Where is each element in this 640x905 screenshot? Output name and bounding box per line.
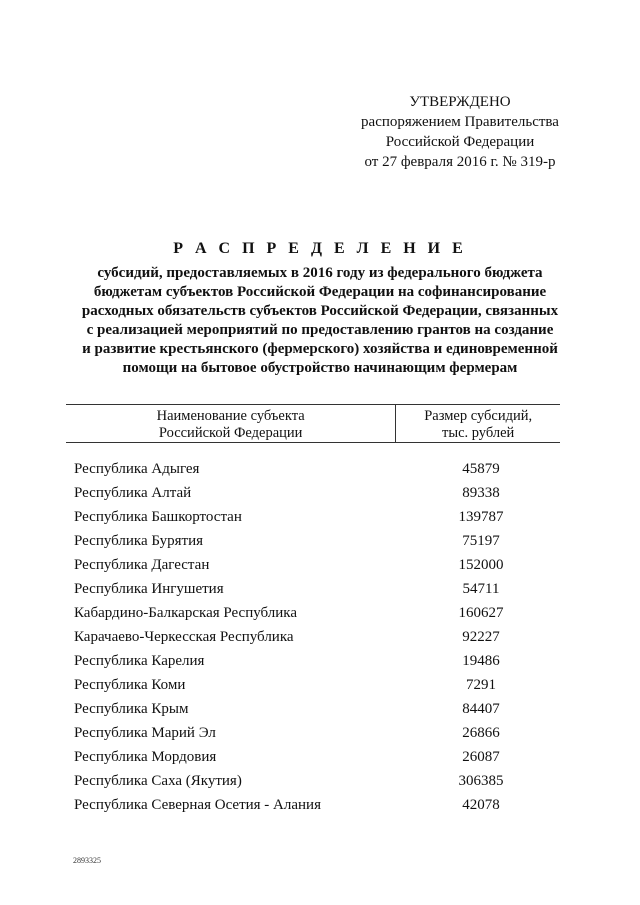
subject-name-cell: Республика Коми (74, 676, 186, 693)
subject-name-cell: Республика Мордовия (74, 748, 217, 765)
table-row (66, 793, 560, 817)
approval-decree: распоряжением Правительства (361, 114, 559, 130)
subject-name-cell: Республика Алтай (74, 484, 192, 501)
subject-name-cell: Республика Марий Эл (74, 724, 216, 741)
subsidy-amount-cell: 152000 (458, 556, 504, 573)
header-subject-name-line2: Российской Федерации (158, 425, 303, 441)
table-row (66, 649, 560, 673)
table-row (66, 577, 560, 601)
subsidy-amount-cell: 160627 (458, 604, 504, 621)
subject-name-cell: Кабардино-Балкарская Республика (74, 604, 298, 621)
table-row (66, 505, 560, 529)
subsidy-amount-cell: 26087 (462, 748, 500, 765)
subsidy-amount-cell: 92227 (462, 628, 500, 645)
document-code: 2893325 (73, 856, 101, 865)
subject-name-cell: Республика Саха (Якутия) (74, 772, 242, 789)
subsidy-table (66, 404, 560, 817)
header-subsidy-amount (395, 405, 560, 442)
header-subject-name-line1: Наименование субъекта (156, 408, 305, 424)
table-row (66, 601, 560, 625)
table-row (66, 697, 560, 721)
subtitle-line: бюджетам субъектов Российской Федерации на софинансирование (93, 284, 547, 300)
subtitle-line: расходных обязательств субъектов Российской Федерации, связанных (81, 303, 559, 319)
approval-date-number: от 27 февраля 2016 г. № 319-р (364, 154, 556, 170)
subtitle-line: с реализацией мероприятий по предоставлению грантов на создание (86, 322, 554, 338)
table-row (66, 481, 560, 505)
table-row (66, 673, 560, 697)
header-subsidy-amount-line2: тыс. рублей (441, 425, 515, 441)
table-row (66, 721, 560, 745)
subject-name-cell: Республика Ингушетия (74, 580, 224, 597)
table-row (66, 553, 560, 577)
table-row (66, 625, 560, 649)
approval-block (340, 92, 580, 172)
header-subsidy-amount-line1: Размер субсидий, (424, 408, 533, 424)
subsidy-amount-cell: 54711 (462, 580, 500, 597)
subtitle-line: помощи на бытовое обустройство начинающим фермерам (122, 360, 518, 376)
subsidy-amount-cell: 45879 (462, 460, 500, 477)
subsidy-amount-cell: 75197 (462, 532, 500, 549)
subsidy-amount-cell: 26866 (462, 724, 500, 741)
document-title: Р А С П Р Е Д Е Л Е Н И Е (173, 240, 467, 257)
subject-name-cell: Республика Башкортостан (74, 508, 242, 525)
document-title-block (60, 238, 580, 378)
table-row (66, 457, 560, 481)
table-body (66, 457, 560, 817)
subsidy-amount-cell: 89338 (462, 484, 500, 501)
table-row (66, 769, 560, 793)
subsidy-amount-cell: 84407 (462, 700, 500, 717)
subsidy-amount-cell: 7291 (466, 676, 496, 693)
subsidy-amount-cell: 19486 (462, 652, 500, 669)
subsidy-amount-cell: 139787 (458, 508, 504, 525)
subsidy-amount-cell: 42078 (462, 796, 500, 813)
header-subject-name (66, 405, 395, 442)
subsidy-amount-cell: 306385 (458, 772, 504, 789)
approval-government: Российской Федерации (385, 134, 535, 150)
table-header (66, 404, 560, 443)
document-subtitle (60, 264, 580, 378)
table-row (66, 529, 560, 553)
subtitle-line: и развитие крестьянского (фермерского) хозяйства и единовременной (82, 341, 558, 357)
approval-label: УТВЕРЖДЕНО (409, 94, 511, 110)
subject-name-cell: Республика Карелия (74, 652, 205, 669)
subject-name-cell: Карачаево-Черкесская Республика (74, 628, 294, 645)
subtitle-line: субсидий, предоставляемых в 2016 году из федерального бюджета (97, 265, 543, 281)
subject-name-cell: Республика Северная Осетия - Алания (74, 796, 321, 813)
subject-name-cell: Республика Дагестан (74, 556, 210, 573)
subject-name-cell: Республика Адыгея (74, 460, 200, 477)
table-row (66, 745, 560, 769)
subject-name-cell: Республика Бурятия (74, 532, 204, 549)
subject-name-cell: Республика Крым (74, 700, 189, 717)
